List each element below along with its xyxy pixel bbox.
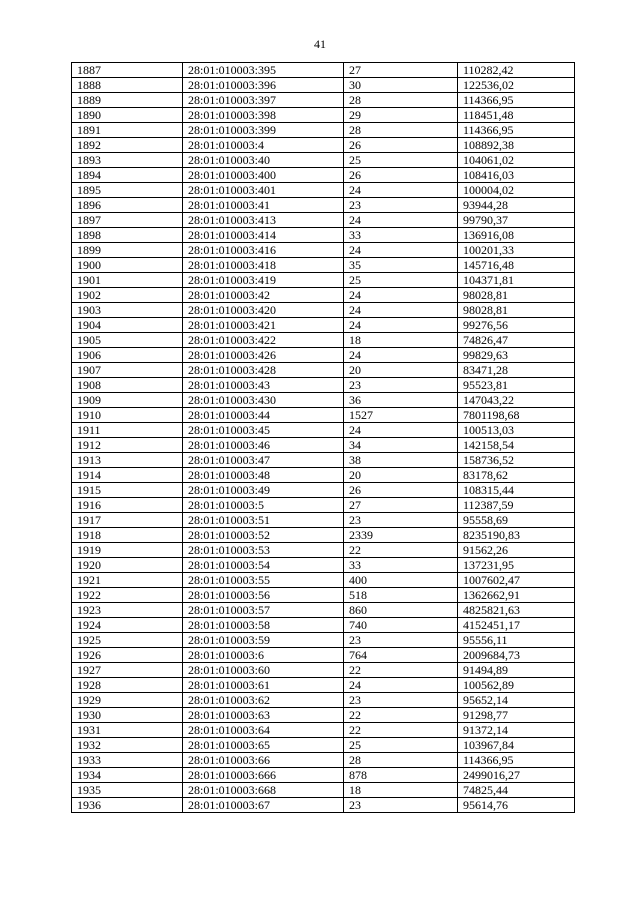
area-cell: 878 xyxy=(344,768,458,783)
cadastral-table xyxy=(71,62,575,813)
table-row xyxy=(72,288,575,303)
cadastral-number-cell: 28:01:010003:395 xyxy=(183,63,344,78)
table-row xyxy=(72,528,575,543)
table-row xyxy=(72,588,575,603)
value-cell: 95556,11 xyxy=(458,633,575,648)
row-number-cell: 1913 xyxy=(72,453,183,468)
row-number-cell: 1903 xyxy=(72,303,183,318)
table-row xyxy=(72,753,575,768)
value-cell: 91298,77 xyxy=(458,708,575,723)
row-number-cell: 1891 xyxy=(72,123,183,138)
row-number-cell: 1901 xyxy=(72,273,183,288)
table-row xyxy=(72,693,575,708)
value-cell: 114366,95 xyxy=(458,93,575,108)
row-number-cell: 1915 xyxy=(72,483,183,498)
table-row xyxy=(72,573,575,588)
value-cell: 95558,69 xyxy=(458,513,575,528)
table-row xyxy=(72,168,575,183)
table-row xyxy=(72,138,575,153)
row-number-cell: 1918 xyxy=(72,528,183,543)
row-number-cell: 1930 xyxy=(72,708,183,723)
value-cell: 100513,03 xyxy=(458,423,575,438)
cadastral-number-cell: 28:01:010003:57 xyxy=(183,603,344,618)
cadastral-number-cell: 28:01:010003:60 xyxy=(183,663,344,678)
area-cell: 740 xyxy=(344,618,458,633)
table-row xyxy=(72,303,575,318)
area-cell: 20 xyxy=(344,468,458,483)
table-row xyxy=(72,393,575,408)
row-number-cell: 1893 xyxy=(72,153,183,168)
cadastral-number-cell: 28:01:010003:414 xyxy=(183,228,344,243)
area-cell: 34 xyxy=(344,438,458,453)
area-cell: 20 xyxy=(344,363,458,378)
area-cell: 24 xyxy=(344,678,458,693)
value-cell: 104371,81 xyxy=(458,273,575,288)
cadastral-number-cell: 28:01:010003:54 xyxy=(183,558,344,573)
row-number-cell: 1917 xyxy=(72,513,183,528)
value-cell: 83178,62 xyxy=(458,468,575,483)
table-row xyxy=(72,198,575,213)
area-cell: 18 xyxy=(344,783,458,798)
cadastral-number-cell: 28:01:010003:44 xyxy=(183,408,344,423)
table-row xyxy=(72,123,575,138)
area-cell: 2339 xyxy=(344,528,458,543)
area-cell: 23 xyxy=(344,633,458,648)
cadastral-number-cell: 28:01:010003:47 xyxy=(183,453,344,468)
cadastral-number-cell: 28:01:010003:64 xyxy=(183,723,344,738)
cadastral-number-cell: 28:01:010003:396 xyxy=(183,78,344,93)
cadastral-number-cell: 28:01:010003:43 xyxy=(183,378,344,393)
table-row xyxy=(72,333,575,348)
value-cell: 158736,52 xyxy=(458,453,575,468)
area-cell: 36 xyxy=(344,393,458,408)
cadastral-number-cell: 28:01:010003:668 xyxy=(183,783,344,798)
row-number-cell: 1928 xyxy=(72,678,183,693)
row-number-cell: 1923 xyxy=(72,603,183,618)
row-number-cell: 1910 xyxy=(72,408,183,423)
value-cell: 100004,02 xyxy=(458,183,575,198)
cadastral-number-cell: 28:01:010003:430 xyxy=(183,393,344,408)
row-number-cell: 1929 xyxy=(72,693,183,708)
area-cell: 400 xyxy=(344,573,458,588)
table-row xyxy=(72,513,575,528)
table-row xyxy=(72,468,575,483)
cadastral-number-cell: 28:01:010003:55 xyxy=(183,573,344,588)
table-row xyxy=(72,93,575,108)
row-number-cell: 1908 xyxy=(72,378,183,393)
cadastral-number-cell: 28:01:010003:666 xyxy=(183,768,344,783)
table-row xyxy=(72,153,575,168)
value-cell: 93944,28 xyxy=(458,198,575,213)
row-number-cell: 1905 xyxy=(72,333,183,348)
row-number-cell: 1932 xyxy=(72,738,183,753)
table-row xyxy=(72,423,575,438)
area-cell: 1527 xyxy=(344,408,458,423)
area-cell: 24 xyxy=(344,318,458,333)
value-cell: 74826,47 xyxy=(458,333,575,348)
area-cell: 24 xyxy=(344,213,458,228)
row-number-cell: 1896 xyxy=(72,198,183,213)
value-cell: 1362662,91 xyxy=(458,588,575,603)
area-cell: 24 xyxy=(344,183,458,198)
cadastral-number-cell: 28:01:010003:61 xyxy=(183,678,344,693)
row-number-cell: 1922 xyxy=(72,588,183,603)
cadastral-number-cell: 28:01:010003:56 xyxy=(183,588,344,603)
table-row xyxy=(72,483,575,498)
area-cell: 25 xyxy=(344,273,458,288)
cadastral-number-cell: 28:01:010003:399 xyxy=(183,123,344,138)
row-number-cell: 1906 xyxy=(72,348,183,363)
cadastral-number-cell: 28:01:010003:4 xyxy=(183,138,344,153)
value-cell: 74825,44 xyxy=(458,783,575,798)
value-cell: 99276,56 xyxy=(458,318,575,333)
cadastral-number-cell: 28:01:010003:53 xyxy=(183,543,344,558)
area-cell: 23 xyxy=(344,798,458,813)
area-cell: 518 xyxy=(344,588,458,603)
row-number-cell: 1916 xyxy=(72,498,183,513)
row-number-cell: 1909 xyxy=(72,393,183,408)
table-body xyxy=(72,63,575,813)
value-cell: 145716,48 xyxy=(458,258,575,273)
area-cell: 28 xyxy=(344,93,458,108)
value-cell: 91562,26 xyxy=(458,543,575,558)
cadastral-number-cell: 28:01:010003:5 xyxy=(183,498,344,513)
table-row xyxy=(72,723,575,738)
area-cell: 26 xyxy=(344,483,458,498)
value-cell: 7801198,68 xyxy=(458,408,575,423)
cadastral-number-cell: 28:01:010003:52 xyxy=(183,528,344,543)
value-cell: 2499016,27 xyxy=(458,768,575,783)
cadastral-number-cell: 28:01:010003:419 xyxy=(183,273,344,288)
cadastral-number-cell: 28:01:010003:401 xyxy=(183,183,344,198)
row-number-cell: 1924 xyxy=(72,618,183,633)
area-cell: 33 xyxy=(344,228,458,243)
area-cell: 28 xyxy=(344,753,458,768)
value-cell: 83471,28 xyxy=(458,363,575,378)
table-row xyxy=(72,453,575,468)
value-cell: 136916,08 xyxy=(458,228,575,243)
table-row xyxy=(72,273,575,288)
row-number-cell: 1914 xyxy=(72,468,183,483)
row-number-cell: 1887 xyxy=(72,63,183,78)
area-cell: 28 xyxy=(344,123,458,138)
table-row xyxy=(72,408,575,423)
row-number-cell: 1934 xyxy=(72,768,183,783)
value-cell: 91494,89 xyxy=(458,663,575,678)
table-row xyxy=(72,738,575,753)
cadastral-number-cell: 28:01:010003:400 xyxy=(183,168,344,183)
value-cell: 114366,95 xyxy=(458,753,575,768)
row-number-cell: 1892 xyxy=(72,138,183,153)
table-row xyxy=(72,618,575,633)
cadastral-number-cell: 28:01:010003:66 xyxy=(183,753,344,768)
value-cell: 8235190,83 xyxy=(458,528,575,543)
cadastral-number-cell: 28:01:010003:426 xyxy=(183,348,344,363)
cadastral-number-cell: 28:01:010003:59 xyxy=(183,633,344,648)
value-cell: 98028,81 xyxy=(458,288,575,303)
area-cell: 38 xyxy=(344,453,458,468)
table-row xyxy=(72,798,575,813)
cadastral-number-cell: 28:01:010003:413 xyxy=(183,213,344,228)
value-cell: 2009684,73 xyxy=(458,648,575,663)
area-cell: 29 xyxy=(344,108,458,123)
row-number-cell: 1900 xyxy=(72,258,183,273)
table-row xyxy=(72,378,575,393)
cadastral-number-cell: 28:01:010003:397 xyxy=(183,93,344,108)
area-cell: 24 xyxy=(344,303,458,318)
value-cell: 95614,76 xyxy=(458,798,575,813)
row-number-cell: 1890 xyxy=(72,108,183,123)
cadastral-number-cell: 28:01:010003:49 xyxy=(183,483,344,498)
value-cell: 95652,14 xyxy=(458,693,575,708)
table-row xyxy=(72,348,575,363)
table-row xyxy=(72,498,575,513)
row-number-cell: 1897 xyxy=(72,213,183,228)
table-row xyxy=(72,663,575,678)
table-row xyxy=(72,678,575,693)
cadastral-number-cell: 28:01:010003:42 xyxy=(183,288,344,303)
value-cell: 98028,81 xyxy=(458,303,575,318)
table-row xyxy=(72,78,575,93)
area-cell: 24 xyxy=(344,348,458,363)
cadastral-number-cell: 28:01:010003:6 xyxy=(183,648,344,663)
table-row xyxy=(72,183,575,198)
table-row xyxy=(72,363,575,378)
area-cell: 30 xyxy=(344,78,458,93)
table-row xyxy=(72,768,575,783)
area-cell: 25 xyxy=(344,153,458,168)
row-number-cell: 1933 xyxy=(72,753,183,768)
row-number-cell: 1895 xyxy=(72,183,183,198)
row-number-cell: 1926 xyxy=(72,648,183,663)
value-cell: 114366,95 xyxy=(458,123,575,138)
area-cell: 22 xyxy=(344,723,458,738)
table-row xyxy=(72,63,575,78)
row-number-cell: 1927 xyxy=(72,663,183,678)
table-row xyxy=(72,543,575,558)
row-number-cell: 1894 xyxy=(72,168,183,183)
value-cell: 110282,42 xyxy=(458,63,575,78)
table-row xyxy=(72,783,575,798)
area-cell: 24 xyxy=(344,423,458,438)
cadastral-number-cell: 28:01:010003:46 xyxy=(183,438,344,453)
area-cell: 35 xyxy=(344,258,458,273)
row-number-cell: 1931 xyxy=(72,723,183,738)
table-row xyxy=(72,558,575,573)
cadastral-number-cell: 28:01:010003:45 xyxy=(183,423,344,438)
area-cell: 22 xyxy=(344,708,458,723)
table-row xyxy=(72,228,575,243)
value-cell: 99790,37 xyxy=(458,213,575,228)
row-number-cell: 1904 xyxy=(72,318,183,333)
cadastral-number-cell: 28:01:010003:416 xyxy=(183,243,344,258)
table-row xyxy=(72,648,575,663)
cadastral-number-cell: 28:01:010003:67 xyxy=(183,798,344,813)
row-number-cell: 1899 xyxy=(72,243,183,258)
area-cell: 23 xyxy=(344,693,458,708)
row-number-cell: 1889 xyxy=(72,93,183,108)
row-number-cell: 1888 xyxy=(72,78,183,93)
row-number-cell: 1898 xyxy=(72,228,183,243)
area-cell: 24 xyxy=(344,243,458,258)
value-cell: 108892,38 xyxy=(458,138,575,153)
table-row xyxy=(72,438,575,453)
row-number-cell: 1912 xyxy=(72,438,183,453)
value-cell: 4152451,17 xyxy=(458,618,575,633)
page-number: 41 xyxy=(314,37,326,51)
row-number-cell: 1919 xyxy=(72,543,183,558)
value-cell: 103967,84 xyxy=(458,738,575,753)
value-cell: 95523,81 xyxy=(458,378,575,393)
value-cell: 104061,02 xyxy=(458,153,575,168)
area-cell: 764 xyxy=(344,648,458,663)
area-cell: 26 xyxy=(344,168,458,183)
cadastral-number-cell: 28:01:010003:40 xyxy=(183,153,344,168)
cadastral-number-cell: 28:01:010003:41 xyxy=(183,198,344,213)
value-cell: 137231,95 xyxy=(458,558,575,573)
cadastral-number-cell: 28:01:010003:48 xyxy=(183,468,344,483)
table-row xyxy=(72,603,575,618)
area-cell: 27 xyxy=(344,63,458,78)
area-cell: 23 xyxy=(344,513,458,528)
table-row xyxy=(72,318,575,333)
row-number-cell: 1907 xyxy=(72,363,183,378)
cadastral-number-cell: 28:01:010003:62 xyxy=(183,693,344,708)
cadastral-number-cell: 28:01:010003:65 xyxy=(183,738,344,753)
row-number-cell: 1911 xyxy=(72,423,183,438)
value-cell: 99829,63 xyxy=(458,348,575,363)
table-row xyxy=(72,633,575,648)
area-cell: 27 xyxy=(344,498,458,513)
value-cell: 91372,14 xyxy=(458,723,575,738)
cadastral-number-cell: 28:01:010003:398 xyxy=(183,108,344,123)
cadastral-number-cell: 28:01:010003:422 xyxy=(183,333,344,348)
cadastral-number-cell: 28:01:010003:51 xyxy=(183,513,344,528)
area-cell: 860 xyxy=(344,603,458,618)
area-cell: 25 xyxy=(344,738,458,753)
value-cell: 1007602,47 xyxy=(458,573,575,588)
table-row xyxy=(72,708,575,723)
cadastral-number-cell: 28:01:010003:420 xyxy=(183,303,344,318)
row-number-cell: 1921 xyxy=(72,573,183,588)
value-cell: 108416,03 xyxy=(458,168,575,183)
row-number-cell: 1920 xyxy=(72,558,183,573)
value-cell: 100562,89 xyxy=(458,678,575,693)
cadastral-number-cell: 28:01:010003:418 xyxy=(183,258,344,273)
area-cell: 23 xyxy=(344,198,458,213)
cadastral-number-cell: 28:01:010003:428 xyxy=(183,363,344,378)
table-row xyxy=(72,108,575,123)
area-cell: 24 xyxy=(344,288,458,303)
value-cell: 118451,48 xyxy=(458,108,575,123)
value-cell: 142158,54 xyxy=(458,438,575,453)
value-cell: 108315,44 xyxy=(458,483,575,498)
row-number-cell: 1902 xyxy=(72,288,183,303)
value-cell: 122536,02 xyxy=(458,78,575,93)
value-cell: 112387,59 xyxy=(458,498,575,513)
cadastral-number-cell: 28:01:010003:58 xyxy=(183,618,344,633)
area-cell: 33 xyxy=(344,558,458,573)
value-cell: 100201,33 xyxy=(458,243,575,258)
area-cell: 23 xyxy=(344,378,458,393)
row-number-cell: 1935 xyxy=(72,783,183,798)
area-cell: 22 xyxy=(344,663,458,678)
row-number-cell: 1936 xyxy=(72,798,183,813)
area-cell: 22 xyxy=(344,543,458,558)
area-cell: 26 xyxy=(344,138,458,153)
value-cell: 4825821,63 xyxy=(458,603,575,618)
cadastral-number-cell: 28:01:010003:63 xyxy=(183,708,344,723)
table-row xyxy=(72,258,575,273)
area-cell: 18 xyxy=(344,333,458,348)
table-row xyxy=(72,213,575,228)
value-cell: 147043,22 xyxy=(458,393,575,408)
cadastral-number-cell: 28:01:010003:421 xyxy=(183,318,344,333)
row-number-cell: 1925 xyxy=(72,633,183,648)
table-row xyxy=(72,243,575,258)
